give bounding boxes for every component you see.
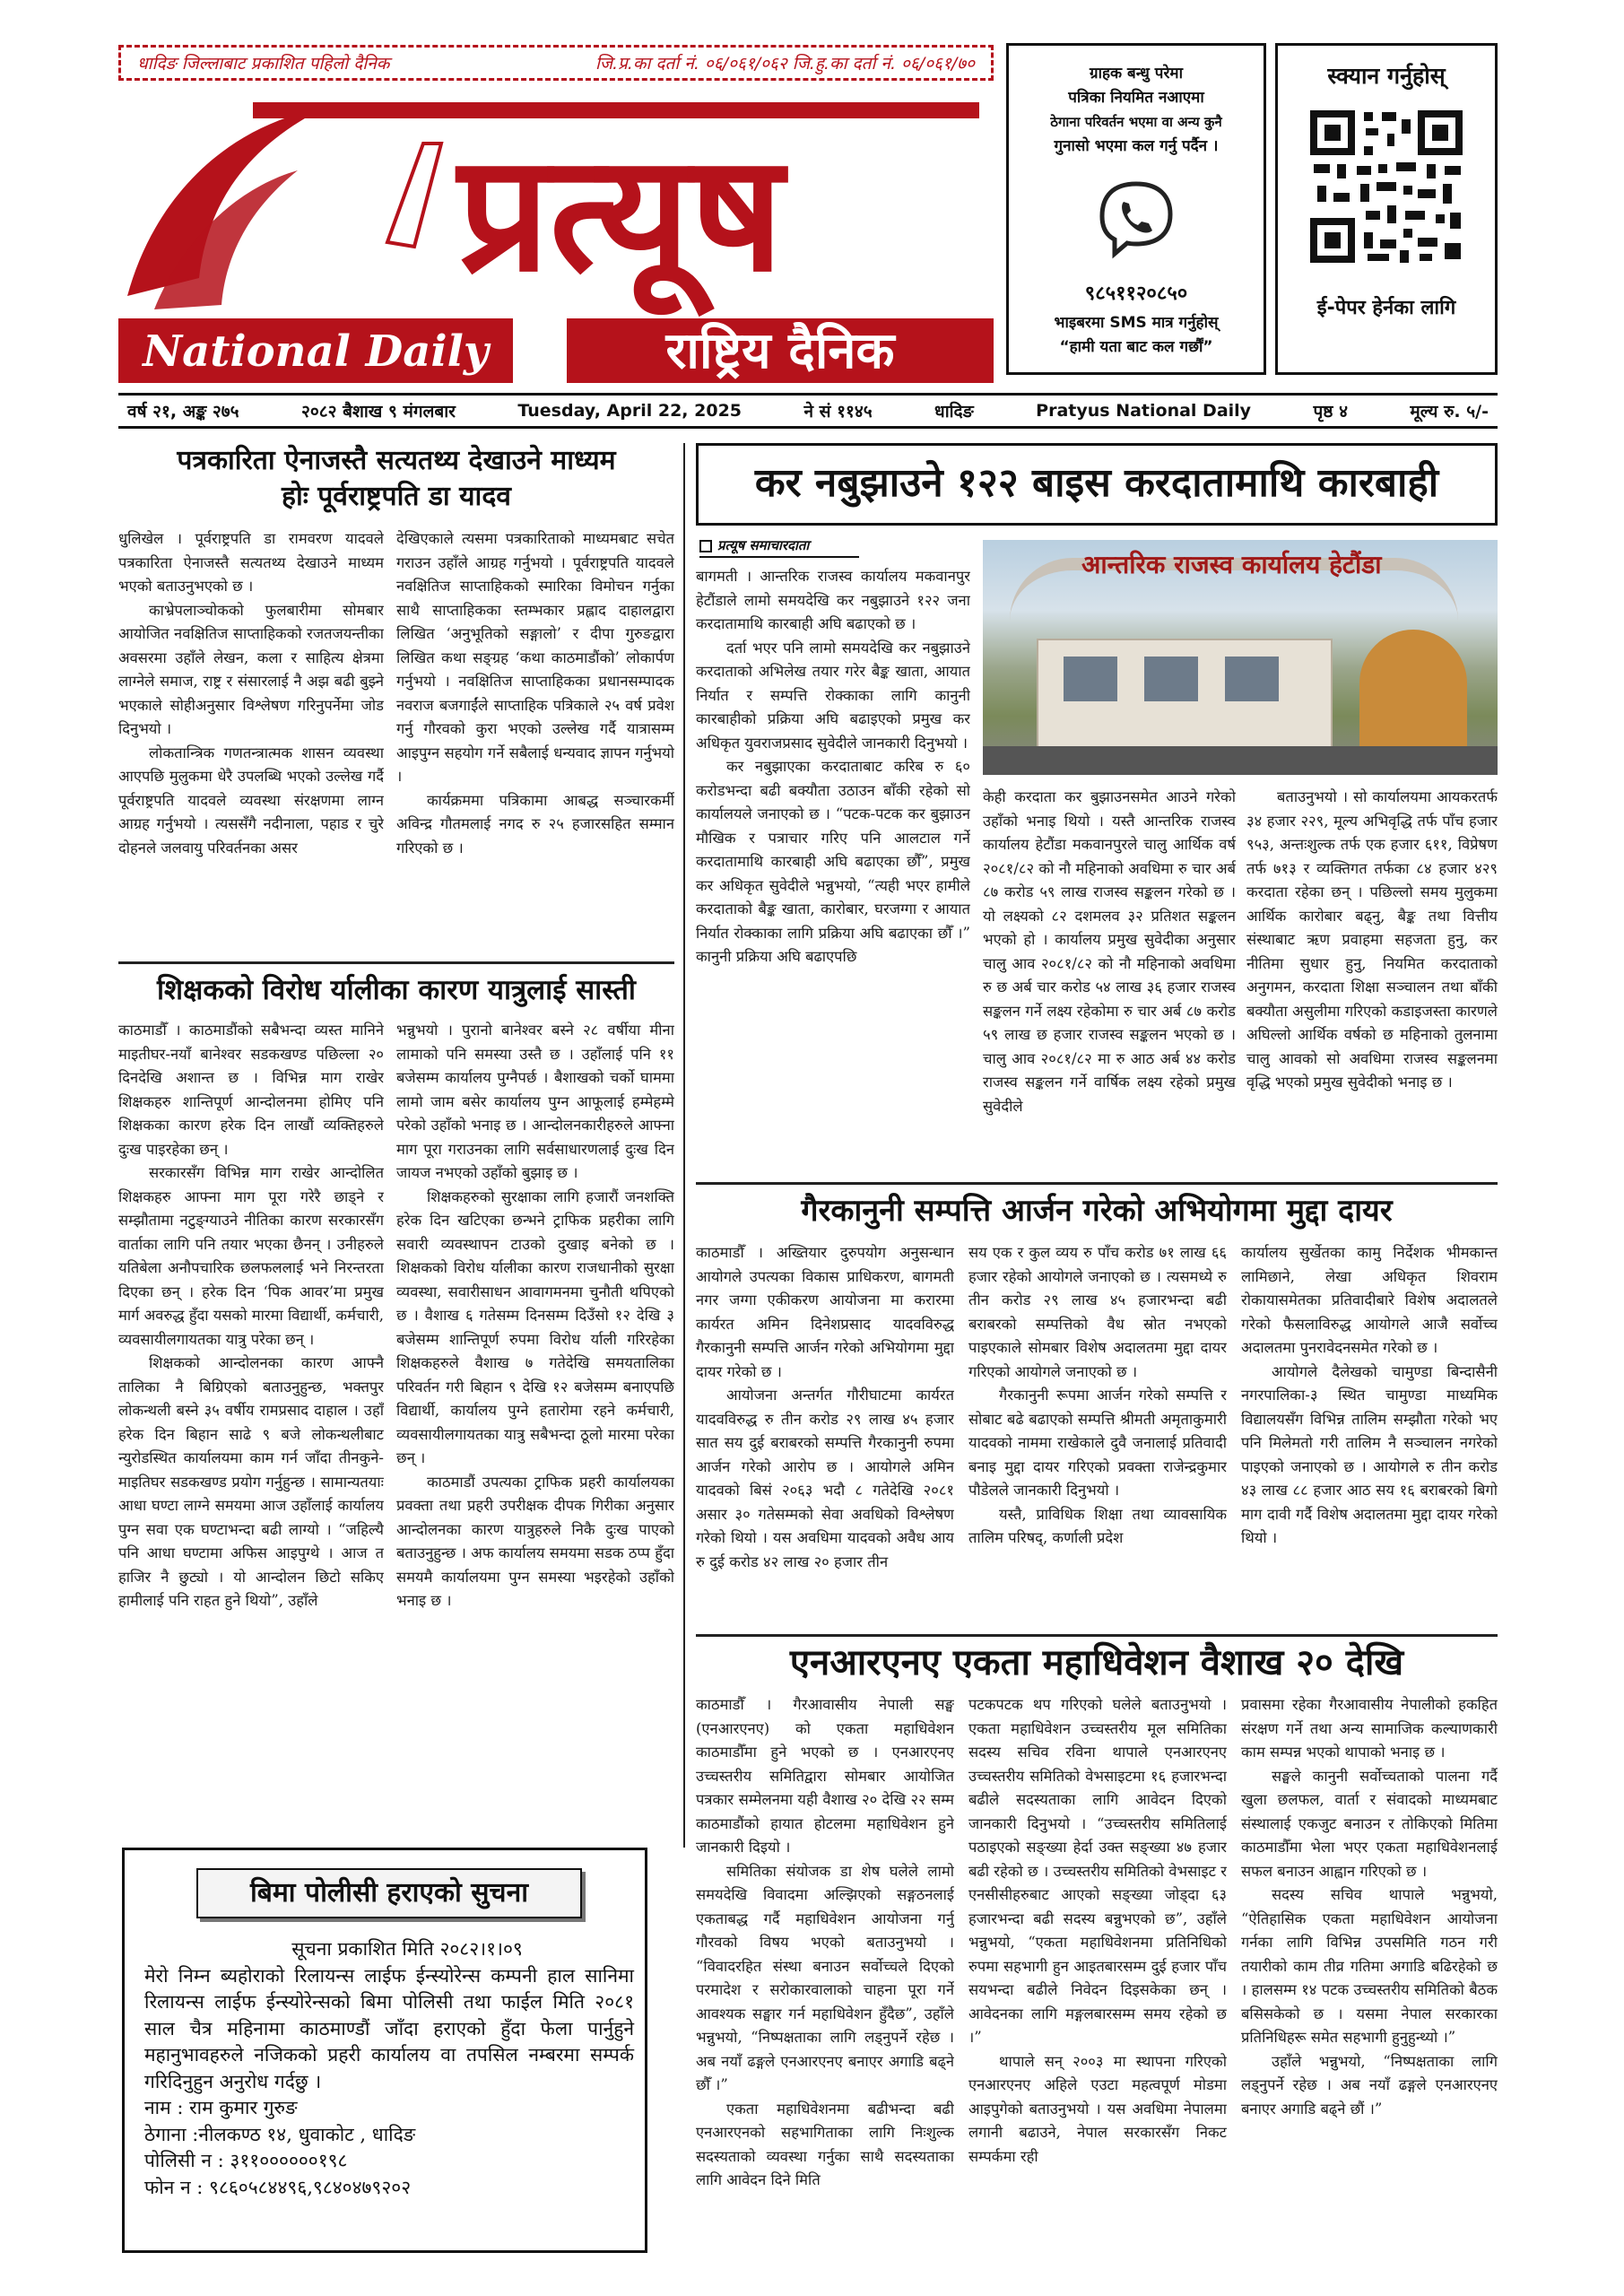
paragraph: समितिका संयोजक डा शेष घलेले लामो समयदेखि विवादमा अल्झिएको सङ्गठनलाई एकताबद्ध गर्दै महाधिवेशन आयोजना गर्नु गौरवको विषय भएको बताउनुभयो । “विवादरहित संस्था बनाउन सर्वोच्चले दिएको परमादेश र सरोकारवालाको चाहना पूरा गर्ने आवश्यक सङ्घार गर्न महाधिवेशन हुँदैछ”, उहाँले भन्नुभयो, “निष्पक्षताका लागि लड्नुपर्ने रहेछ । अब नयाँ ढङ्गले एनआरएनए बनाएर अगाडि बढ्ने छौँ ।” <box>696 1862 954 2093</box>
article3-col1 <box>118 1019 384 1835</box>
article5-col2 <box>968 1693 1227 2260</box>
paragraph: कार्यालय सुर्खेतका कामु निर्देशक भीमकान्त लामिछाने, लेखा अधिकृत शिवराम रोकायासमेतका प्रतिवादीबारे विशेष अदालतले गरेको फैसलाविरुद्ध आयोगले आजै सर्वोच्च अदालतमा पुनरावेदनसमेत गरेको छ । <box>1241 1244 1498 1356</box>
subscriber-line: ठेगाना परिवर्तन भएमा वा अन्य कुनै <box>1050 114 1222 130</box>
paragraph: केही करदाता कर बुझाउनसमेत आउने गरेको उहाँको भनाइ थियो । यस्तै आन्तरिक राजस्व कार्यालय हेटौंडा मकवानपुरले चालु आर्थिक वर्ष २०८१/८२ को नौ महिनाको अवधिमा रु चार अर्ब ८७ करोड ५९ लाख राजस्व सङ्कलन गरेको छ । यो लक्ष्यको ८२ दशमलव ३२ प्रतिशत सङ्कलन भएको हो । कार्यालय प्रमुख सुवेदीका अनुसार चालु आव २०८१/८२ को नौ महिनाको अवधिमा रु छ अर्ब चार करोड ५४ लाख ३६ हजार राजस्व सङ्कलन गर्ने लक्ष्य रहेकोमा रु चार अर्ब ८७ करोड ५९ लाख छ हजार राजस्व सङ्कलन भएको छ । चालु आव २०८१/८२ मा रु आठ अर्ब ४४ करोड राजस्व सङ्कलन गर्ने वार्षिक लक्ष्य रहेको प्रमुख सुवेदीले <box>983 788 1236 1115</box>
article1-col1 <box>118 527 384 956</box>
issue-bar <box>118 393 1498 429</box>
article5-headline[interactable]: एनआरएनए एकता महाधिवेशन वैशाख २० देखि <box>789 1642 1404 1683</box>
place: धादिङ <box>934 402 974 422</box>
paragraph: थापाले सन् २००३ मा स्थापना गरिएको एनआरएनए अहिले एउटा महत्वपूर्ण मोडमा आइपुगेको बताउनुभयो । यस अवधिमा नेपालमा लगानी बढाउने, नेपाल सरकारसँग निकट सम्पर्कमा रही <box>968 2052 1227 2165</box>
paragraph: उहाँले भन्नुभयो, “निष्पक्षताका लागि लड्नुपर्ने रहेछ । अब नयाँ ढङ्गले एनआरएनए बनाएर अगाडि बढ्ने छौं ।” <box>1241 2052 1498 2118</box>
registration-text: जि.प्र.का दर्ता नं. ०६/०६१/०६२ जि.हु.का दर्ता नं. ०६/०६१/७० <box>595 54 975 74</box>
paragraph: एकता महाधिवेशनमा बढीभन्दा बढी एनआरएनको सहभागिताका लागि निःशुल्क सदस्यताको व्यवस्था गर्नुका साथै सदस्यताका लागि आवेदन दिने मिति <box>696 2100 954 2188</box>
headline-line: होः पूर्वराष्ट्रपति डा यादव <box>282 481 511 512</box>
phone-number: ९८५११२०८५० <box>1084 283 1188 305</box>
article4-col2 <box>968 1241 1227 1627</box>
divider <box>696 1182 1498 1185</box>
article5-col3 <box>1241 1693 1498 2260</box>
subscriber-line: ग्राहक बन्धु परेमा <box>1090 65 1183 83</box>
article5-col1 <box>696 1693 954 2260</box>
paragraph: काठमाडौं उपत्यका ट्राफिक प्रहरी कार्यालयका प्रवक्ता तथा प्रहरी उपरीक्षक दीपक गिरीका अनुसार आन्दोलनका कारण यात्रुहरुले निकै दुःख पाएको बताउनुहुन्छ । अफ कार्यालय समयमा सडक ठप्प हुँदा समयमै कार्यालयमा पुग्न समस्या भइरहेको उहाँको भनाइ छ । <box>396 1473 674 1609</box>
qr-code-icon[interactable] <box>1307 107 1466 266</box>
paragraph: आयोजना अन्तर्गत गौरीघाटमा कार्यरत यादवविरुद्ध रु तीन करोड २९ लाख ४५ हजार सात सय दुई बराबरको सम्पत्ति गैरकानुनी रुपमा आर्जन गरेको आरोप छ । आयोगले अमिन यादवको बिसं २०६३ भदौ ८ गतेदेखि २०८१ असार ३० गतेसम्मको सेवा अवधिको विश्लेषण गरेको थियो । यस अवधिमा यादवको अवैध आय रु दुई करोड ४२ लाख २० हजार तीन <box>696 1387 954 1570</box>
article2-col1 <box>696 565 970 1175</box>
nepal-era: ने सं ११४५ <box>803 402 873 422</box>
divider <box>118 961 674 964</box>
column-divider <box>683 443 685 1848</box>
strip-left-text: धादिङ जिल्लाबाट प्रकाशित पहिलो दैनिक <box>137 54 390 74</box>
notice-body <box>144 1936 634 2201</box>
sms-line: भाइबरमा SMS मात्र गर्नुहोस् <box>1054 314 1219 332</box>
notice-name: नाम : राम कुमार गुरुङ <box>144 2097 298 2118</box>
paragraph: सरकारसँग विभिन्न माग राखेर आन्दोलित शिक्षकहरु आफ्ना माग पूरा गरेरै छाड्ने र सम्झौतामा नटुङ्ग्याउने नीतिका कारण सरकारसँग वार्ताका लागि पनि तयार भएका छैनन् । उनीहरुले यतिबेला अनौपचारिक छलफललाई भने निरन्तरता दिएका छन् । हरेक दिन ‘पिक आवर’मा प्रमुख मार्ग अवरुद्ध हुँदा यसको मारमा विद्यार्थी, कर्मचारी, व्यवसायीलगायतका यात्रु परेका छन् । <box>118 1164 384 1348</box>
paragraph: धुलिखेल । पूर्वराष्ट्रपति डा रामवरण यादवले पत्रकारिता ऐनाजस्तै सत्यतथ्य देखाउने माध्यम भएको बताउनुभएको छ । <box>118 530 384 595</box>
article4-col3 <box>1241 1241 1498 1627</box>
masthead-strip <box>118 45 994 81</box>
byline-box-icon <box>699 540 712 552</box>
notice-phone: फोन न : ९८६०५८४४९६,९८४०४७९२०२ <box>144 2176 412 2198</box>
article4-headline[interactable]: गैरकानुनी सम्पत्ति आर्जन गरेको अभियोगमा मुद्दा दायर <box>801 1193 1393 1229</box>
article1-col2 <box>396 527 674 956</box>
logo-graphic <box>118 90 994 386</box>
scan-footer: ई-पेपर हेर्नका लागि <box>1316 297 1456 319</box>
paragraph: बताउनुभयो । सो कार्यालयमा आयकरतर्फ ३४ हजार २२९, मूल्य अभिवृद्धि तर्फ पाँच हजार ९५३, अन्तःशुल्क तर्फ एक हजार ६११, विप्रेषण तर्फ ७१३ र व्यक्तिगत तर्फका ८४ हजार ४२९ करदाता रहेका छन् । पछिल्लो समय मुलुकमा आर्थिक कारोबार बढ्नु, बैङ्क तथा वित्तीय संस्थाबाट ऋण प्रवाहमा सहजता हुनु, कर नीतिमा सुधार हुनु, नियमित करदाताको अनुगमन, करदाता शिक्षा सञ्चालन तथा बाँकी बक्यौता असुलीमा गरिएको कडाइजस्ता कारणले अघिल्लो आर्थिक वर्षको छ महिनाको तुलनामा चालु आवको सो अवधिमा राजस्व सङ्कलनमा वृद्धि भएको प्रमुख सुवेदीको भनाइ छ । <box>1246 788 1498 1091</box>
article2-col2 <box>983 786 1236 1177</box>
paper-name: Pratyus National Daily <box>1036 401 1252 421</box>
date-english: Tuesday, April 22, 2025 <box>517 401 743 421</box>
paragraph: सदस्य सचिव थापाले भन्नुभयो, “ऐतिहासिक एकता महाधिवेशन आयोजना गर्नका लागि विभिन्न उपसमिति गठन गरी तयारीको काम तीव्र गतिमा अगाडि बढिरहेको छ । हालसम्म १४ पटक उच्चस्तरीय समितिको बैठक बसिसकेको छ । यसमा नेपाल सरकारका प्रतिनिधिहरू समेत सहभागी हुनुहुन्थ्यो ।” <box>1241 1886 1498 2046</box>
subscriber-line: गुनासो भएमा कल गर्नु पर्दैन । <box>1054 137 1219 155</box>
byline <box>699 536 859 558</box>
article2-col3 <box>1246 786 1498 1177</box>
article3-col2 <box>396 1019 674 1835</box>
viber-phone-icon <box>1095 177 1177 259</box>
paragraph: काभ्रेपलाञ्चोकको फुलबारीमा सोमबार आयोजित नवक्षितिज साप्ताहिकको रजतजयन्तीका अवसरमा उहाँले लेखन, कला र साहित्य क्षेत्रमा लाग्नेले समाज, राष्ट्र र संसारलाई नै अझ बढी बुझ्ने भएकाले सोहीअनुसार विश्लेषण गरिनुपर्नेमा जोड दिनुभयो । <box>118 601 384 737</box>
paragraph: प्रवासमा रहेका गैरआवासीय नेपालीको हकहित संरक्षण गर्ने तथा अन्य सामाजिक कल्याणकारी काम सम्पन्न भएको थापाको भनाइ छ । <box>1241 1696 1498 1761</box>
paragraph: दर्ता भएर पनि लामो समयदेखि कर नबुझाउने करदाताको अभिलेख तयार गरेर बैङ्क खाता, आयात निर्यात र सम्पत्ति रोक्काका लागि कानुनी कारबाहीको प्रक्रिया अघि बढाइएको प्रमुख कर अधिकृत युवराजप्रसाद सुवेदीले जानकारी दिनुभयो । <box>696 639 970 752</box>
article2-headline[interactable]: कर नबुझाउने १२२ बाइस करदातामाथि कारबाही <box>754 460 1439 506</box>
article4-col1 <box>696 1241 954 1627</box>
article1-headline[interactable] <box>118 443 674 515</box>
article3-headline[interactable]: शिक्षकको विरोध र्यालीका कारण यात्रुलाई सास्ती <box>157 974 636 1006</box>
tax-office-photo <box>983 540 1498 775</box>
paragraph: सय एक र कुल व्यय रु पाँच करोड ७१ लाख ६६ हजार रहेको आयोगले जनाएको छ । त्यसमध्ये रु तीन करोड २९ लाख ४५ हजारभन्दा बढी बराबरको सम्पत्तिको वैध स्रोत नभएको पाइएकाले सोमबार विशेष अदालतमा मुद्दा दायर गरिएको आयोगले जनाएको छ । <box>968 1244 1227 1380</box>
article2-headline-box <box>696 443 1498 526</box>
notice-text: मेरो निम्न ब्यहोराको रिलायन्स लाईफ ईन्स्योरेन्स कम्पनी हाल सानिमा रिलायन्स लाईफ ईन्स्योरेन्सको बिमा पोलिसी तथा फाईल मिति २०८१ साल चैत्र महिनामा काठमाण्डौं जाँदा हराएको हुँदा फेला पार्नुहुने महानुभावहरुले नजिकको प्रहरी कार्यालय वा तपसिल नम्बरमा सम्पर्क गरिदिनुहुन अनुरोध गर्दछु । <box>144 1964 634 2092</box>
notice-address: ठेगाना :नीलकण्ठ १४, धुवाकोट , धादिङ <box>144 2123 416 2145</box>
logo-title: प्रत्यूष <box>457 120 784 308</box>
logo-english: National Daily <box>143 326 489 377</box>
paragraph: गैरकानुनी रूपमा आर्जन गरेको सम्पत्ति र सोबाट बढे बढाएको सम्पत्ति श्रीमती अमृताकुमारी यादवको नाममा राखेकाले दुवै जनालाई प्रतिवादी बनाइ मुद्दा दायर गरिएको प्रवक्ता राजेन्द्रकुमार पौडेलले जानकारी दिनुभयो । <box>968 1387 1227 1499</box>
paragraph: सङ्घले कानुनी सर्वोच्चताको पालना गर्दै खुला छलफल, वार्ता र संवादको माध्यमबाट संस्थालाई एकजुट बनाउन र तोकिएको मितिमा काठमाडौँमा भेला भएर एकता महाधिवेशनलाई सफल बनाउन आह्वान गरिएको छ । <box>1241 1767 1498 1880</box>
headline-line: पत्रकारिता ऐनाजस्तै सत्यतथ्य देखाउने माध्यम <box>177 445 616 476</box>
paragraph: काठमाडौँ । काठमाडौंको सबैभन्दा व्यस्त मानिने माइतीघर-नयाँ बानेश्वर सडकखण्ड पछिल्ला २० दिनदेखि अशान्त छ । विभिन्न माग राखेर शिक्षकहरु शान्तिपूर्ण आन्दोलनमा होमिए पनि शिक्षकका कारण हरेक दिन लाखौं व्यक्तिहरुले दुःख पाइरहेका छन् । <box>118 1022 384 1158</box>
pen-icon <box>387 144 441 247</box>
price: मूल्य रु. ५/- <box>1410 402 1489 422</box>
paragraph: आयोगले दैलेखको चामुण्डा बिन्दासैनी नगरपालिका-३ स्थित चामुण्डा माध्यमिक विद्यालयसँग विभिन्न तालिम सम्झौता गरेको भए पनि मिलेमतो गरी तालिम नै सञ्चालन नगरेको पाइएको जनाएको छ । आयोगले रु तीन करोड ४३ लाख ८८ हजार आठ सय १६ बराबरको बिगो माग दावी गर्दै विशेष अदालतमा मुद्दा दायर गरेको थियो । <box>1241 1362 1498 1546</box>
paragraph: देखिएकाले त्यसमा पत्रकारिताको माध्यमबाट सचेत गराउन उहाँले आग्रह गर्नुभयो । पूर्वराष्ट्रपति यादवले नवक्षितिज साप्ताहिकको स्मारिका विमोचन गर्नुका साथै साप्ताहिकका स्तम्भकार प्रह्लाद दाहालद्वारा लिखित ‘अनुभूतिको सङ्गालो’ र दीपा गुरुङद्वारा लिखित कथा सङ्ग्रह ‘कथा काठमाडौंको’ लोकार्पण गर्नुभयो । नवक्षितिज साप्ताहिकका प्रधानसम्पादक नवराज बजगाईंले साप्ताहिक पत्रिकाले २५ वर्ष प्रवेश गर्नु गौरवको कुरा भएको उल्लेख गर्दै यात्रासम्म आइपुग्न सहयोग गर्ने सबैलाई धन्यवाद ज्ञापन गर्नुभयो । <box>396 530 674 785</box>
volume: वर्ष २१, अङ्क २७५ <box>127 402 239 422</box>
paragraph: काठमाडौँ । अख्तियार दुरुपयोग अनुसन्धान आयोगले उपत्यका विकास प्राधिकरण, बागमती नगर जग्गा एकीकरण आयोजना मा करारमा कार्यरत अमिन दिनेशप्रसाद यादवविरुद्ध गैरकानुनी सम्पत्ति आर्जन गरेको अभियोगमा मुद्दा दायर गरेको छ । <box>696 1244 954 1380</box>
paragraph: पटकपटक थप गरिएको घलेले बताउनुभयो । एकता महाधिवेशन उच्चस्तरीय मूल समितिका सदस्य सचिव रविना थापाले एनआरएनए उच्चस्तरीय समितिको वेभसाइटमा १६ हजारभन्दा बढीले सदस्यताका लागि आवेदन दिएको जानकारी दिनुभयो । “उच्चस्तरीय समितिलाई पठाइएको सङ्ख्या हेर्दा उक्त सङ्ख्या ४७ हजार बढी रहेको छ । उच्चस्तरीय समितिको वेभसाइट र एनसीसीहरुबाट आएको सङ्ख्या जोड्दा ६३ हजारभन्दा बढी सदस्य बन्नुभएको छ”, उहाँले भन्नुभयो, “एकता महाधिवेशनमा प्रतिनिधिको रुपमा सहभागी हुन आइतबारसम्म दुई हजार पाँच सयभन्दा बढीले निवेदन दिइसकेका छन् । आवेदनका लागि मङ्गलबारसम्म समय रहेको छ ।” <box>968 1696 1227 2046</box>
lost-policy-notice <box>122 1848 647 2253</box>
subscriber-box <box>1006 43 1266 375</box>
notice-published: सूचना प्रकाशित मिति २०८२।१।०९ <box>291 1938 523 1960</box>
notice-policy: पोलिसी न : ३११००००००१९८ <box>144 2150 348 2171</box>
divider <box>696 1634 1498 1637</box>
paragraph: कर नबुझाएका करदाताबाट करिब रु ६० करोडभन्दा बढी बक्यौता उठाउन बाँकी रहेको सो कार्यालयले जनाएको छ । “पटक-पटक कर बुझाउन मौखिक र पत्राचार गरिए पनि आलटाल गर्ने करदातामाथि कारबाही अघि बढाएका छौँ”, प्रमुख कर अधिकृत सुवेदीले भन्नुभयो, “त्यही भएर हामीले करदाताको बैङ्क खाता, कारोबार, घरजग्गा र आयात निर्यात रोक्काका लागि प्रक्रिया अघि बढाएका छौँ ।” कानुनी प्रक्रिया अघि बढाएपछि <box>696 758 970 965</box>
paragraph: कार्यक्रममा पत्रिकामा आबद्ध सञ्चारकर्मी अविन्द्र गौतमलाई नगद रु २५ हजारसहित सम्मान गरिएको छ । <box>396 791 674 857</box>
paragraph: शिक्षकहरुको सुरक्षाका लागि हजारौं जनशक्ति हरेक दिन खटिएका छन्भने ट्राफिक प्रहरीका लागि सवारी व्यवस्थापन टाउको दुखाइ बनेको छ । शिक्षकको विरोध र्यालीका कारण राजधानीको सुरक्षा व्यवस्था, सवारीसाधन आवागमनमा चुनौती थपिएको छ । वैशाख ६ गतेसम्म दिनसम्म दिउँसो १२ देखि ३ बजेसम्म शान्तिपूर्ण रुपमा विरोध र्याली गरिरहेका शिक्षकहरुले वैशाख ७ गतेदेखि समयतालिका परिवर्तन गरी बिहान ९ देखि १२ बजेसम्म बनाएपछि विद्यार्थी, कार्यालय पुग्ने हतारोमा रहने कर्मचारी, व्यवसायीलगायतका यात्रु सबैभन्दा ठूलो मारमा परेका छन् । <box>396 1187 674 1466</box>
masthead-logo <box>118 90 994 386</box>
page-number: पृष्ठ ४ <box>1313 402 1348 422</box>
paragraph: यस्तै, प्राविधिक शिक्षा तथा व्यावसायिक तालिम परिषद्, कर्णाली प्रदेश <box>968 1505 1227 1546</box>
logo-nepali: राष्ट्रिय दैनिक <box>665 322 895 380</box>
notice-title: बिमा पोलीसी हराएको सुचना <box>196 1868 582 1918</box>
date-nepali: २०८२ बैशाख ९ मंगलबार <box>300 402 456 422</box>
photo-sign: आन्तरिक राजस्व कार्यालय हेटौंडा <box>1081 550 1382 579</box>
scan-title: स्क्यान गर्नुहोस् <box>1327 63 1446 89</box>
paragraph: भन्नुभयो । पुरानो बानेश्वर बस्ने २८ वर्षीया मीना लामाको पनि समस्या उस्तै छ । उहाँलाई पनि ११ बजेसम्म कार्यालय पुग्नैपर्छ । बैशाखको चर्को घाममा लामो जाम बसेर कार्यालय पुग्न आफूलाई हम्मेहम्मे परेको उहाँको भनाइ छ । आन्दोलनकारीहरुले आफ्ना माग पूरा गराउनका लागि सर्वसाधारणलाई दुःख दिन जायज नभएको उहाँको बुझाइ छ । <box>396 1022 674 1181</box>
paragraph: शिक्षकको आन्दोलनका कारण आफ्नै तालिका नै बिग्रिएको बताउनुहुन्छ, भक्तपुर लोकन्थली बस्ने ३५ वर्षीय रामप्रसाद दाहाल । उहाँ हरेक दिन बिहान साढे ९ बजे लोकन्थलीबाट न्युरोडस्थित कार्यालयमा काम गर्न जाँदा तीनकुने-माइतिघर सडकखण्ड प्रयोग गर्नुहुन्छ । सामान्यतयाः आधा घण्टा लाग्ने समयमा आज उहाँलाई कार्यालय पुग्न सवा एक घण्टाभन्दा बढी लाग्यो । “जहिल्यै पनि आधा घण्टामा अफिस आइपुग्थे । आज त हाजिर नै छुट्यो । यो आन्दोलन छिटो सकिए हामीलाई पनि राहत हुने थियो”, उहाँले <box>118 1354 384 1609</box>
motto: “हामी यता बाट कल गर्छौं” <box>1059 338 1213 356</box>
subscriber-line: पत्रिका नियमित नआएमा <box>1068 89 1204 107</box>
paragraph: बागमती । आन्तरिक राजस्व कार्यालय मकवानपुर हेटौंडाले लामो समयदेखि कर नबुझाउने १२२ जना करदातामाथि कारबाही अघि बढाएको छ । <box>696 568 970 632</box>
paragraph: लोकतान्त्रिक गणतन्त्रात्मक शासन व्यवस्था आएपछि मुलुकमा धेरै उपलब्धि भएको उल्लेख गर्दै पूर्वराष्ट्रपति यादवले व्यवस्था संरक्षणमा लाग्न आग्रह गर्नुभयो । त्यससँगै नदीनाला, पहाड र चुरे दोहनले जलवायु परिवर्तनका असर <box>118 744 384 857</box>
scan-box <box>1275 43 1498 375</box>
byline-text: प्रत्यूष समाचारदाता <box>717 537 810 553</box>
paragraph: काठमाडौँ । गैरआवासीय नेपाली सङ्घ (एनआरएनए) को एकता महाधिवेशन काठमाडौँमा हुने भएको छ । एनआरएनए उच्चस्तरीय समितिद्वारा सोमबार आयोजित पत्रकार सम्मेलनमा यही वैशाख २० देखि २२ सम्म काठमाडौंको हायात होटलमा महाधिवेशन हुने जानकारी दिइयो । <box>696 1696 954 1856</box>
